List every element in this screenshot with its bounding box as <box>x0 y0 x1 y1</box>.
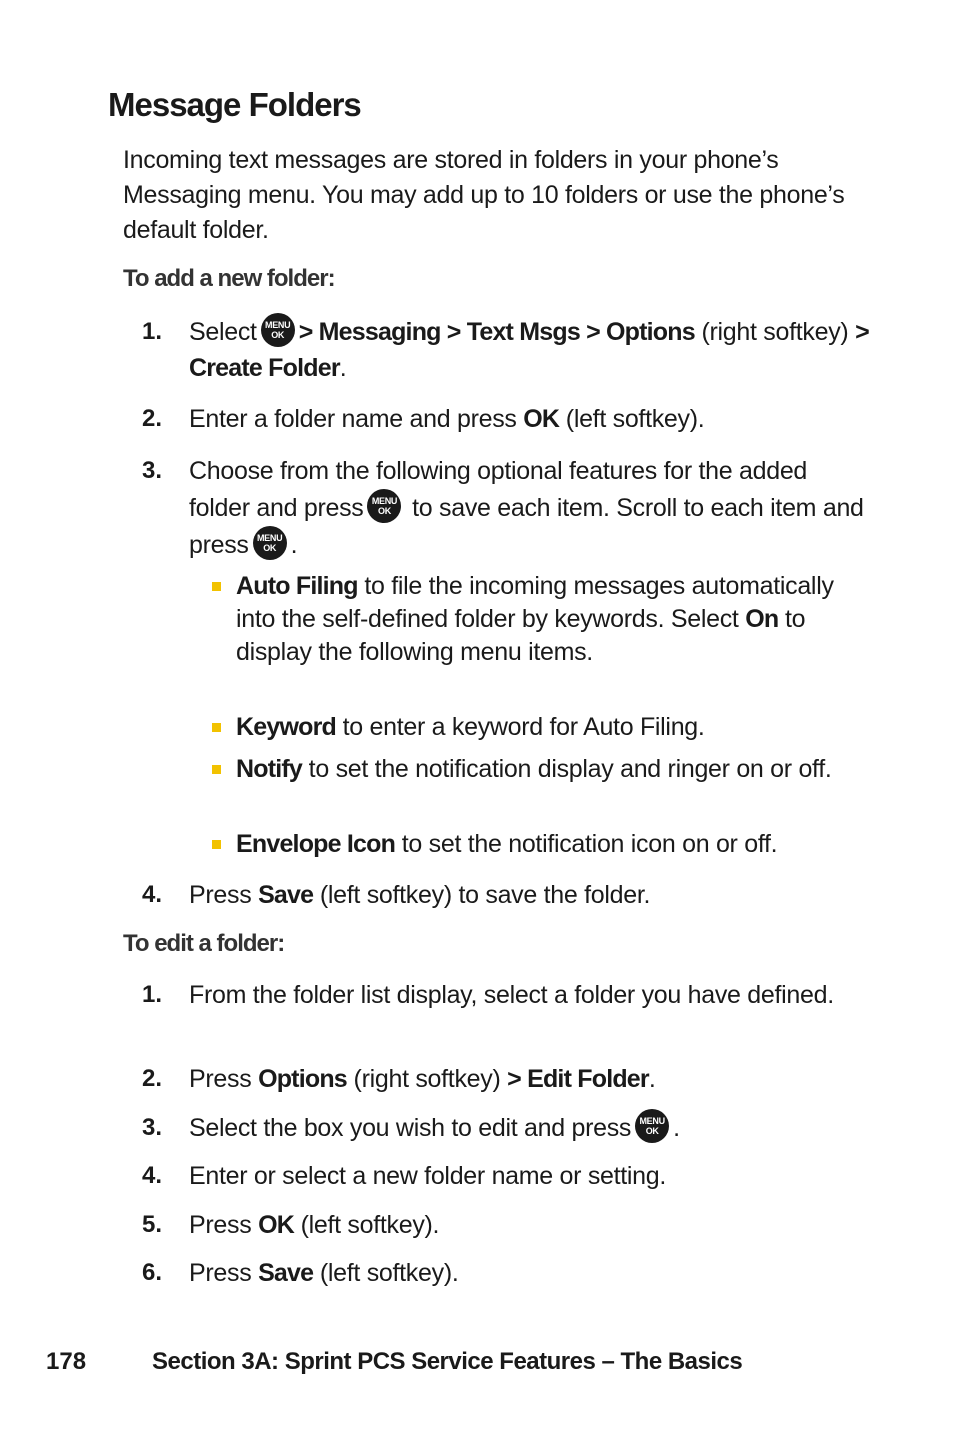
bullet-keyword: Keyword to enter a keyword for Auto Filing. <box>236 713 705 741</box>
edit-step-1: From the folder list display, select a folder you have defined. <box>189 981 834 1009</box>
intro-paragraph: Incoming text messages are stored in folders in your phone’s Messaging menu. You may add up to 10 folders or use the phone’s default folder. <box>123 146 845 244</box>
add-folder-heading: To add a new folder: <box>123 265 335 292</box>
step-number: 4. <box>142 881 163 908</box>
bullet-envelope-icon: Envelope Icon to set the notification icon on or off. <box>236 830 778 858</box>
menu-ok-icon: MENU OK <box>367 489 401 523</box>
add-step-2: Enter a folder name and press OK (left softkey). <box>189 405 705 433</box>
menu-ok-icon: MENU OK <box>635 1109 669 1143</box>
step-number: 3. <box>142 1114 163 1141</box>
menu-path: > Messaging > Text Msgs > Options <box>298 318 695 346</box>
page-number: 178 <box>46 1348 87 1375</box>
edit-folder-heading: To edit a folder: <box>123 930 285 957</box>
bullet-square-icon <box>212 840 221 849</box>
edit-step-3: Select the box you wish to edit and press MENU OK . <box>189 1110 869 1146</box>
edit-step-2: Press Options (right softkey) > Edit Folder. <box>189 1065 656 1093</box>
edit-step-5: Press OK (left softkey). <box>189 1211 440 1239</box>
bullet-notify: Notify to set the notification display and ringer on or off. <box>236 755 832 783</box>
bullet-square-icon <box>212 723 221 732</box>
bullet-auto-filing: Auto Filing to file the incoming messages automatically into the self-defined folder by keywords. Select On to display the following menu items. <box>236 572 834 666</box>
step-number: 6. <box>142 1259 163 1286</box>
edit-step-4: Enter or select a new folder name or setting. <box>189 1162 667 1190</box>
add-step-1: Select MENU OK > Messaging > Text Msgs > Options (right softkey) > Create Folder. <box>189 314 869 386</box>
section-footer: Section 3A: Sprint PCS Service Features – The Basics <box>152 1348 743 1375</box>
add-step-4: Press Save (left softkey) to save the folder. <box>189 881 651 909</box>
step-number: 2. <box>142 405 163 432</box>
step-number: 1. <box>142 981 163 1008</box>
edit-step-6: Press Save (left softkey). <box>189 1259 459 1287</box>
step-number: 5. <box>142 1211 163 1238</box>
step-number: 3. <box>142 457 163 484</box>
menu-path-create: > Create Folder <box>189 318 869 383</box>
page-title: Message Folders <box>108 86 361 123</box>
bullet-square-icon <box>212 582 221 591</box>
menu-ok-icon: MENU OK <box>261 313 295 347</box>
step-number: 4. <box>142 1162 163 1189</box>
step-number: 1. <box>142 318 163 345</box>
step-number: 2. <box>142 1065 163 1092</box>
menu-ok-icon: MENU OK <box>253 526 287 560</box>
step-text: Select <box>189 318 257 346</box>
bullet-square-icon <box>212 765 221 774</box>
add-step-3: Choose from the following optional features for the added folder and press MENU OK to save each item. Scroll to each item and press MENU OK . <box>189 457 864 559</box>
